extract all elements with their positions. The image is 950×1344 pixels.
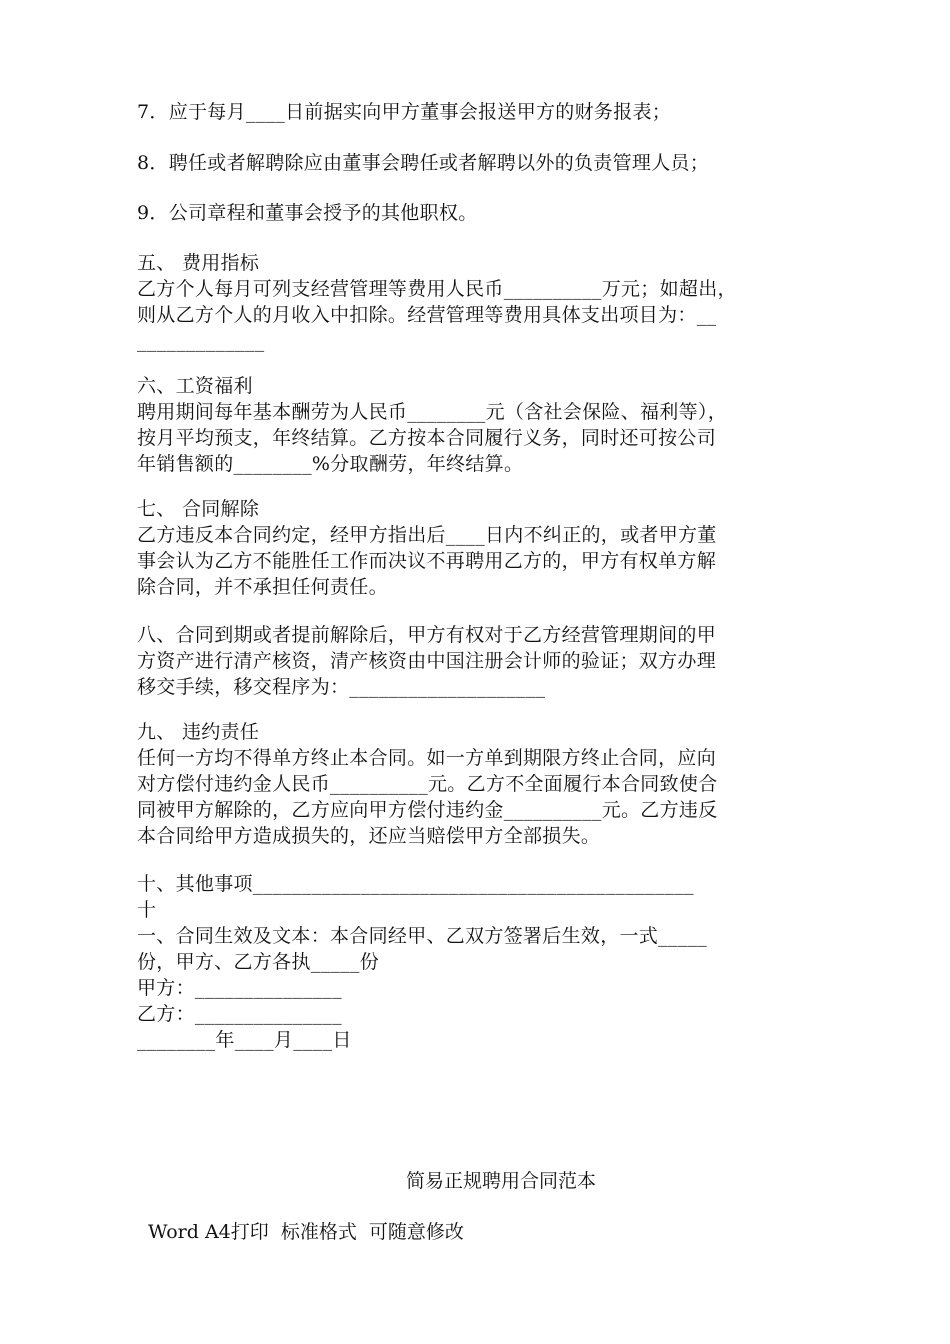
section-6-text: 按月平均预支，年终结算。乙方按本合同履行义务，同时还可按公司: [137, 427, 717, 449]
clause-8: 8．聘任或者解聘除应由董事会聘任或者解聘以外的负责管理人员；: [137, 152, 710, 174]
section-5-heading: 五、 费用指标: [137, 252, 260, 274]
section-6-text: 年销售额的________%分取酬劳，年终结算。: [137, 453, 524, 475]
section-8-text: 移交手续，移交程序为：____________________: [137, 676, 546, 698]
section-11-text: 份，甲方、乙方各执_____份: [137, 951, 380, 973]
section-8-text: 方资产进行清产核资，清产核资由中国注册会计师的验证；双方办理: [137, 650, 717, 672]
section-5-blank: _____________: [137, 330, 265, 352]
section-9-text: 任何一方均不得单方终止本合同。如一方单到期限方终止合同，应向: [137, 747, 717, 769]
section-5-text: 则从乙方个人的月收入中扣除。经营管理等费用具体支出项目为：__: [137, 304, 717, 326]
section-6-heading: 六、工资福利: [137, 375, 253, 397]
section-10-line: 十、其他事项_____________________________________________: [137, 873, 694, 895]
footer-note: Word A4打印 标准格式 可随意修改: [148, 1221, 464, 1243]
section-9-text: 本合同给甲方造成损失的，还应当赔偿甲方全部损失。: [137, 825, 601, 847]
section-7-text: 乙方违反本合同约定，经甲方指出后____日内不纠正的，或者甲方董: [137, 524, 717, 546]
section-8-text: 八、合同到期或者提前解除后，甲方有权对于乙方经营管理期间的甲: [137, 624, 717, 646]
clause-7: 7．应于每月____日前据实向甲方董事会报送甲方的财务报表；: [137, 101, 672, 123]
section-5-text: 乙方个人每月可列支经营管理等费用人民币__________万元；如超出，: [137, 278, 737, 300]
section-7-heading: 七、 合同解除: [137, 498, 260, 520]
section-11-marker: 十: [137, 899, 157, 921]
date-line: ________年____月____日: [137, 1029, 352, 1051]
section-11-text: 一、合同生效及文本：本合同经甲、乙双方签署后生效，一式_____: [137, 925, 708, 947]
clause-9: 9．公司章程和董事会授予的其他职权。: [137, 202, 478, 224]
section-7-text: 事会认为乙方不能胜任工作而决议不再聘用乙方的，甲方有权单方解: [137, 550, 717, 572]
party-a-signature-line: 甲方：_______________: [137, 977, 342, 999]
section-9-text: 同被甲方解除的，乙方应向甲方偿付违约金__________元。乙方违反: [137, 799, 718, 821]
section-9-text: 对方偿付违约金人民币__________元。乙方不全面履行本合同致使合: [137, 773, 718, 795]
section-9-heading: 九、 违约责任: [137, 721, 260, 743]
party-b-signature-line: 乙方：_______________: [137, 1003, 342, 1025]
section-6-text: 聘用期间每年基本酬劳为人民币________元（含社会保险、福利等），: [137, 401, 728, 423]
footer-title: 简易正规聘用合同范本: [406, 1170, 597, 1192]
section-7-text: 除合同，并不承担任何责任。: [137, 576, 388, 598]
